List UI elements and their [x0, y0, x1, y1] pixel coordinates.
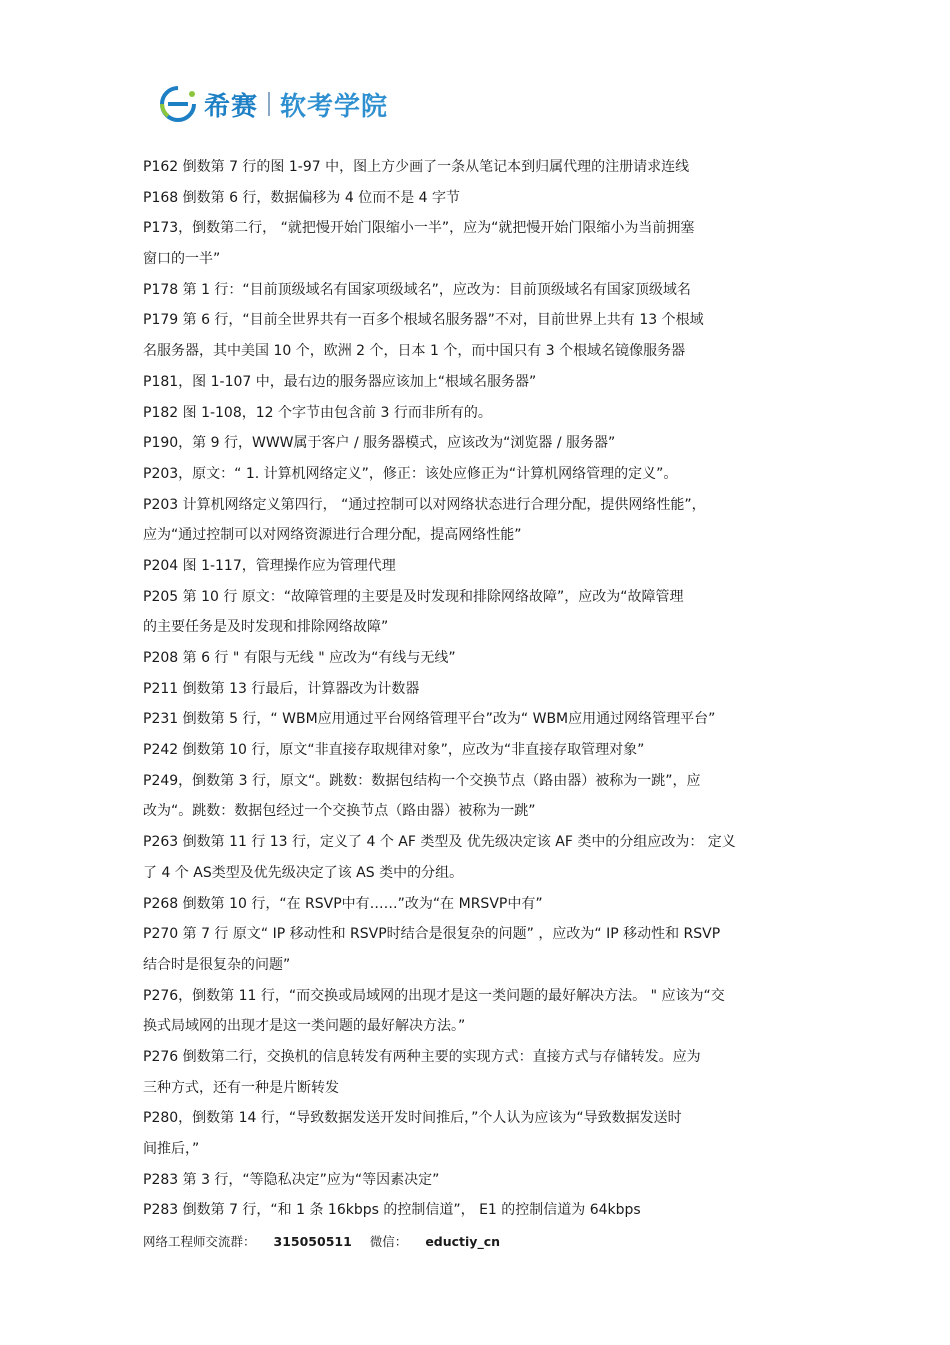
logo-brand: 希赛 — [204, 91, 259, 122]
footer-wechat-label: 微信： — [369, 1234, 408, 1249]
errata-line: P280，倒数第 14 行，“导致数据发送开发时间推后，”个人认为应该为“导致数据发送时 — [143, 1110, 682, 1127]
errata-line: P203，原文：“ 1. 计算机网络定义”，修正：该处应修正为“计算机网络管理的定义”。 — [143, 465, 678, 482]
footer-group-label: 网络工程师交流群： — [143, 1234, 256, 1249]
footer-group-number: 315050511 — [273, 1234, 352, 1249]
errata-line: P249，倒数第 3 行，原文“。跳数：数据包结构一个交换节点（路由器）被称为一跳”，应 — [143, 772, 701, 789]
errata-line: P231 倒数第 5 行，“ WBM应用通过平台网络管理平台”改为“ WBM应用通过网络管理平台” — [143, 711, 716, 728]
footer-contact — [143, 1232, 500, 1250]
errata-line: P208 第 6 行 " 有限与无线 " 应改为“有线与无线” — [143, 650, 456, 666]
errata-line: P179 第 6 行，“目前全世界共有一百多个根域名服务器”不对，目前世界上共有 13 个根域 — [143, 312, 704, 329]
errata-line: 换式局域网的出现才是这一类问题的最好解决方法。” — [143, 1018, 466, 1035]
errata-line: P276，倒数第 11 行，“而交换或局域网的出现才是这一类问题的最好解决方法。 " 应该为“交 — [143, 987, 725, 1004]
errata-line: P190，第 9 行，WWW属于客户 / 服务器模式，应该改为“浏览器 / 服务器” — [143, 435, 616, 452]
logo-subtitle: 软考学院 — [280, 91, 389, 122]
errata-line: 了 4 个 AS类型及优先级决定了该 AS 类中的分组。 — [143, 864, 464, 881]
errata-line: P162 倒数第 7 行的图 1-97 中，图上方少画了一条从笔记本到归属代理的注册请求连线 — [143, 159, 690, 175]
errata-line: P168 倒数第 6 行，数据偏移为 4 位而不是 4 字节 — [143, 189, 461, 206]
errata-line: P182 图 1-108，12 个字节由包含前 3 行而非所有的。 — [143, 404, 492, 421]
logo — [156, 84, 388, 124]
footer-wechat-id: eductiy_cn — [425, 1234, 501, 1249]
errata-line: P263 倒数第 11 行 13 行，定义了 4 个 AF 类型及 优先级决定该 AF 类中的分组应改为： 定义 — [143, 834, 736, 851]
errata-line: P268 倒数第 10 行，“在 RSVP中有……”改为“在 MRSVP中有” — [143, 895, 543, 912]
errata-line: P204 图 1-117，管理操作应为管理代理 — [143, 557, 396, 574]
errata-line: P173，倒数第二行， “就把慢开始门限缩小一半”，应为“就把慢开始门限缩小为当前拥塞 — [143, 220, 695, 237]
errata-line: 间推后，” — [143, 1141, 200, 1157]
errata-line: P178 第 1 行：“目前顶级域名有国家项级域名”，应改为：目前顶级域名有国家顶级域名 — [143, 281, 691, 298]
errata-line: P181，图 1-107 中，最右边的服务器应该加上“根域名服务器” — [143, 373, 537, 390]
errata-line: 三种方式，还有一种是片断转发 — [143, 1079, 339, 1096]
errata-line: P283 第 3 行，“等隐私决定”应为“等因素决定” — [143, 1171, 440, 1188]
errata-list — [143, 152, 833, 1226]
errata-line: P276 倒数第二行，交换机的信息转发有两种主要的实现方式：直接方式与存储转发。应为 — [143, 1048, 701, 1065]
logo-divider — [268, 92, 270, 116]
errata-line: P205 第 10 行 原文：“故障管理的主要是及时发现和排除网络故障”，应改为“故障管理 — [143, 588, 684, 605]
errata-line: P270 第 7 行 原文“ IP 移动性和 RSVP时结合是很复杂的问题” ，应改为“ IP 移动性和 RSVP — [143, 926, 721, 943]
errata-line: P283 倒数第 7 行，“和 1 条 16kbps 的控制信道”， E1 的控制信道为 64kbps — [143, 1202, 641, 1219]
errata-line: 窗口的一半” — [143, 251, 221, 268]
errata-line: P211 倒数第 13 行最后，计算器改为计数器 — [143, 680, 420, 697]
errata-line: 应为“通过控制可以对网络资源进行合理分配，提高网络性能” — [143, 527, 522, 544]
errata-line: 名服务器，其中美国 10 个，欧洲 2 个，日本 1 个，而中国只有 3 个根域名镜像服务器 — [143, 343, 686, 360]
errata-line: 改为“。跳数：数据包经过一个交换节点（路由器）被称为一跳” — [143, 803, 536, 820]
errata-line: 的主要任务是及时发现和排除网络故障” — [143, 619, 389, 636]
errata-line: P242 倒数第 10 行，原文“非直接存取规律对象”，应改为“非直接存取管理对象” — [143, 742, 645, 759]
errata-line: P203 计算机网络定义第四行， “通过控制可以对网络状态进行合理分配，提供网络性能”， — [143, 496, 706, 513]
errata-line: 结合时是很复杂的问题” — [143, 956, 291, 973]
xisai-logo-icon — [156, 84, 200, 124]
